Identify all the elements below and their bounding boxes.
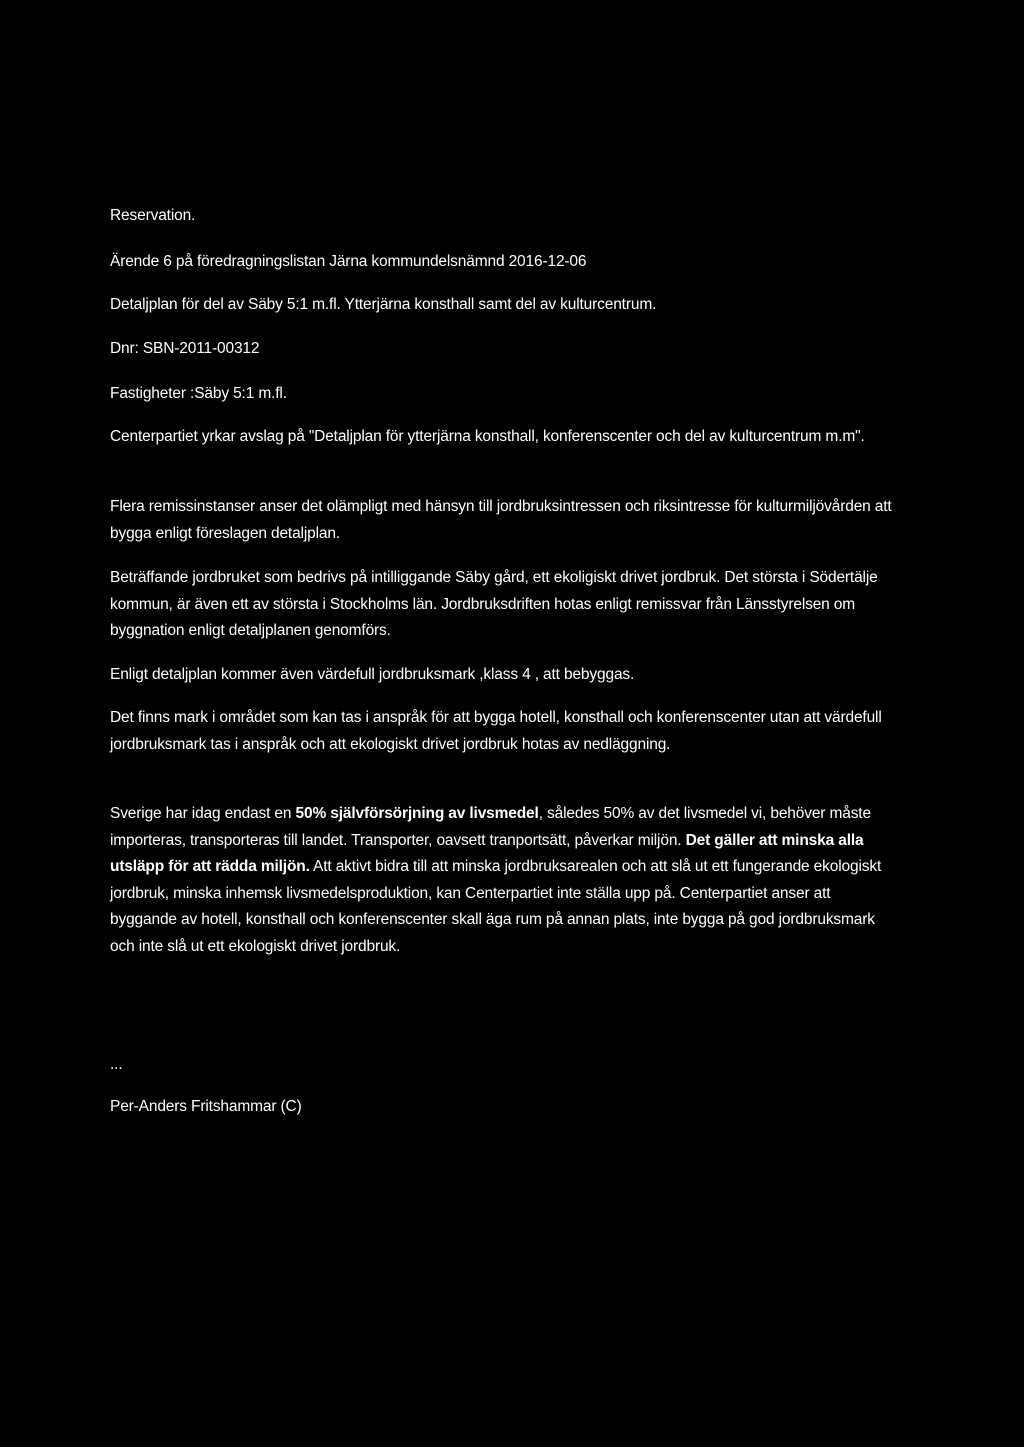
emissions-highlight: Det gäller att minska alla utsläpp för att rädda miljön. (110, 831, 864, 875)
paragraph-farm: Beträffande jordbruket som bedrivs på intilliggande Säby gård, ett ekoligiskt drivet jordbruk. Det största i Södertälje kommun, är även ett av största i Stockholms län. Jordbruksdriften hotas enligt remissvar från Länsstyrelsen om byggnation enligt detaljplanen genomförs. (110, 569, 878, 639)
plan-line: Detaljplan för del av Säby 5:1 m.fl. Ytterjärna konsthall samt del av kulturcentrum. (110, 296, 657, 313)
agenda-line: Ärende 6 på föredragningslistan Järna kommundelsnämnd 2016-12-06 (110, 253, 587, 270)
self-sufficiency-text-1: Sverige har idag endast en (110, 805, 296, 822)
paragraph-remiss: Flera remissinstanser anser det olämpligt med hänsyn till jordbruksintressen och riksintresse för kulturmiljövården att bygga enligt föreslagen detaljplan. (110, 498, 892, 542)
self-sufficiency-highlight: 50% självförsörjning av livsmedel (295, 805, 539, 822)
self-sufficiency-text-3: Att aktivt bidra till att minska jordbruksarealen och att slå ut ett fungerande ekologiskt jordbruk, minska inhemsk livsmedelsproduktion, kan Centerpartiet inte ställa upp på. Centerpartiet anser att byggande av hotell, konsthall och konferenscenter skall äga rum på annan plats, inte bygga på god jordbruksmark och inte slå ut ett ekologiskt drivet jordbruk. (110, 858, 882, 955)
paragraph-farmland-class: Enligt detaljplan kommer även värdefull jordbruksmark ,klass 4 , att bebyggas. (110, 666, 635, 683)
self-sufficiency-text-2: , således 50% av det livsmedel vi, behöver måste importeras, transporteras till landet. Transporter, oavsett tranportsätt, påverkar miljön. (110, 805, 871, 849)
signature: Per-Anders Fritshammar (C) (110, 1098, 302, 1115)
ellipsis: ... (110, 1056, 123, 1073)
paragraph-alternative-land: Det finns mark i området som kan tas i anspråk för att bygga hotell, konsthall och konferenscenter utan att värdefull jordbruksmark tas i anspråk och att ekologiskt drivet jordbruk hotas av nedläggning. (110, 709, 882, 753)
paragraph-self-sufficiency (110, 801, 900, 960)
dnr-line: Dnr: SBN-2011-00312 (110, 340, 260, 357)
paragraph-motion: Centerpartiet yrkar avslag på "Detaljplan för ytterjärna konsthall, konferenscenter och del av kulturcentrum m.m". (110, 428, 865, 445)
property-line: Fastigheter :Säby 5:1 m.fl. (110, 385, 287, 402)
document-title: Reservation. (110, 207, 196, 224)
